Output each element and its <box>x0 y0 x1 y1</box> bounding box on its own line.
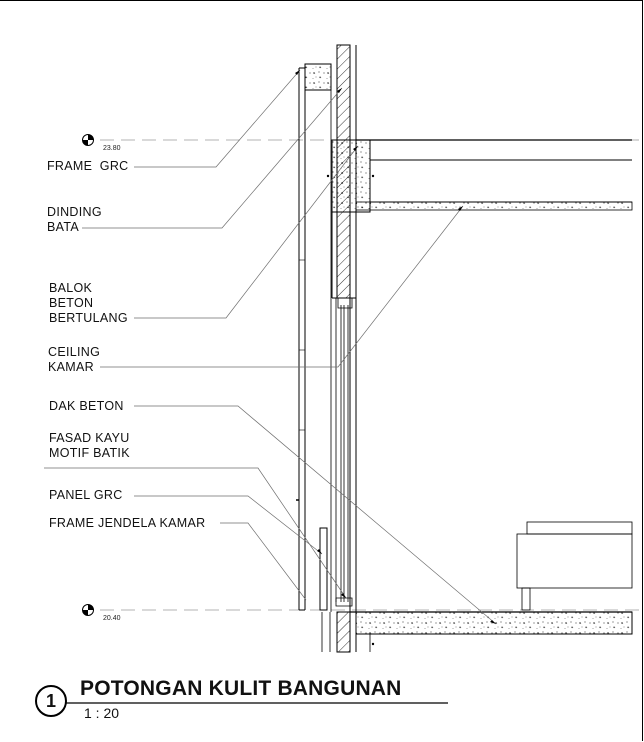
ceiling-panel <box>356 202 632 210</box>
leader-balok-beton <box>134 146 358 318</box>
leader-dak-beton <box>134 406 496 624</box>
leader-ceiling-kamar <box>100 206 463 367</box>
label-panel-grc: PANEL GRC <box>49 488 123 502</box>
level-marker-lower-icon <box>83 605 94 616</box>
level-value-upper: 23.80 <box>103 145 121 152</box>
leader-frame-grc <box>134 70 300 167</box>
grc-frame-cap <box>305 64 331 90</box>
label-frame-jendela: FRAME JENDELA KAMAR <box>49 516 206 530</box>
drawing-scale: 1 : 20 <box>84 705 120 721</box>
brick-wall-lower-hatch <box>337 612 350 652</box>
leader-dinding-bata <box>82 88 342 228</box>
bed-furniture <box>517 522 632 610</box>
level-marker-upper-icon <box>83 135 94 146</box>
label-dinding-bata: DINDING BATA <box>47 205 102 234</box>
label-ceiling-kamar: CEILING KAMAR <box>48 345 101 374</box>
drawing-number-badge: 1 <box>35 685 67 717</box>
level-value-lower: 20.40 <box>103 615 121 622</box>
concrete-beam <box>332 140 370 212</box>
label-balok-beton: BALOK BETON BERTULANG <box>49 281 128 325</box>
leader-frame-jendela <box>220 523 306 600</box>
label-frame-grc: FRAME GRC <box>47 159 129 173</box>
label-fasad-kayu: FASAD KAYU MOTIF BATIK <box>49 431 130 460</box>
label-dak-beton: DAK BETON <box>49 399 124 413</box>
drawing-title: POTONGAN KULIT BANGUNAN <box>80 677 402 700</box>
